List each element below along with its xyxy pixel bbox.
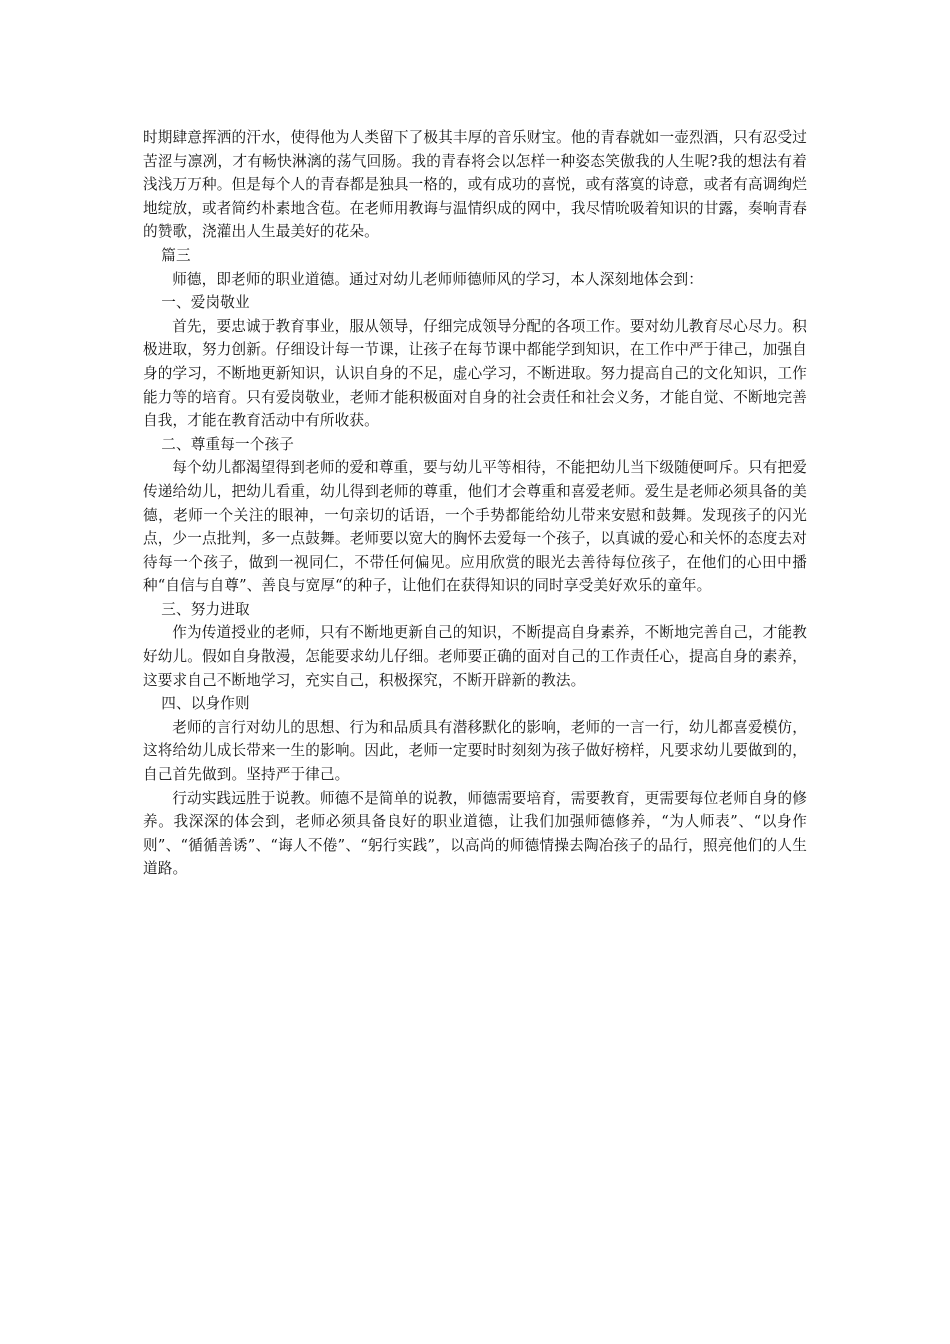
section-heading-1: 一、爱岗敬业 [161,294,250,312]
paragraph-continued: 时期肆意挥洒的汗水，使得他为人类留下了极其丰厚的音乐财宝。他的青春就如一壶烈酒，只有忍受过苦涩与凛冽，才有畅快淋漓的荡气回肠。我的青春将会以怎样一种姿态笑傲我的人生呢?我的想法有着浅浅万万种。但是每个人的青春都是独具一格的，或有成功的喜悦，或有落寞的诗意，或者有高调绚烂地绽放，或者简约朴素地含苞。在老师用教诲与温情织成的网中，我尽情吮吸着知识的甘露，奏响青春的赞歌，浇灌出人生最美好的花朵。 [143,129,807,241]
paragraph-section-1: 首先，要忠诚于教育事业，服从领导，仔细完成领导分配的各项工作。要对幼儿教育尽心尽力。积极进取，努力创新。仔细设计每一节课，让孩子在每节课中都能学到知识，在工作中严于律己，加强自身的学习，不断地更新知识，认识自身的不足，虚心学习，不断进取。努力提高自己的文化知识，工作能力等的培育。只有爱岗敬业，老师才能积极面对自身的社会责任和社会义务，才能自觉、不断地完善自我，才能在教育活动中有所收获。 [143,317,807,430]
section-heading-3: 三、努力进取 [161,600,250,618]
section-heading-4: 四、以身作则 [161,695,250,713]
paragraph-conclusion: 行动实践远胜于说教。师德不是简单的说教，师德需要培育，需要教育，更需要每位老师自身的修养。我深深的体会到，老师必须具备良好的职业道德，让我们加强师德修养，“为人师表”、“以身作则”、“循循善诱”、“诲人不倦”、“躬行实践”，以高尚的师德情操去陶冶孩子的品行，照亮他们的人生道路。 [143,789,807,878]
paragraph-section-2: 每个幼儿都渴望得到老师的爱和尊重，要与幼儿平等相待，不能把幼儿当下级随便呵斥。只有把爱传递给幼儿，把幼儿看重，幼儿得到老师的尊重，他们才会尊重和喜爱老师。爱生是老师必须具备的美德，老师一个关注的眼神，一句亲切的话语，一个手势都能给幼儿带来安慰和鼓舞。发现孩子的闪光点，少一点批判，多一点鼓舞。老师要以宽大的胸怀去爱每一个孩子，以真诚的爱心和关怀的态度去对待每一个孩子，做到一视同仁，不带任何偏见。应用欣赏的眼光去善待每位孩子，在他们的心田中播种“自信与自尊”、善良与宽厚“的种子，让他们在获得知识的同时享受美好欢乐的童年。 [143,459,807,595]
section-heading-2: 二、尊重每一个孩子 [161,435,294,453]
section-heading-pian-san: 篇三 [161,246,191,264]
document-body [143,126,807,881]
paragraph-section-3: 作为传道授业的老师，只有不断地更新自己的知识，不断提高自身素养，不断地完善自己，才能教好幼儿。假如自身散漫，怎能要求幼儿仔细。老师要正确的面对自己的工作责任心，提高自身的素养，这要求自己不断地学习，充实自己，积极探究，不断开辟新的教法。 [143,624,807,689]
paragraph-section-4: 老师的言行对幼儿的思想、行为和品质具有潜移默化的影响，老师的一言一行，幼儿都喜爱模仿，这将给幼儿成长带来一生的影响。因此，老师一定要时时刻刻为孩子做好榜样，凡要求幼儿要做到的，自己首先做到。坚持严于律己。 [143,718,807,784]
paragraph-intro: 师德，即老师的职业道德。通过对幼儿老师师德师风的学习，本人深刻地体会到： [172,270,703,288]
